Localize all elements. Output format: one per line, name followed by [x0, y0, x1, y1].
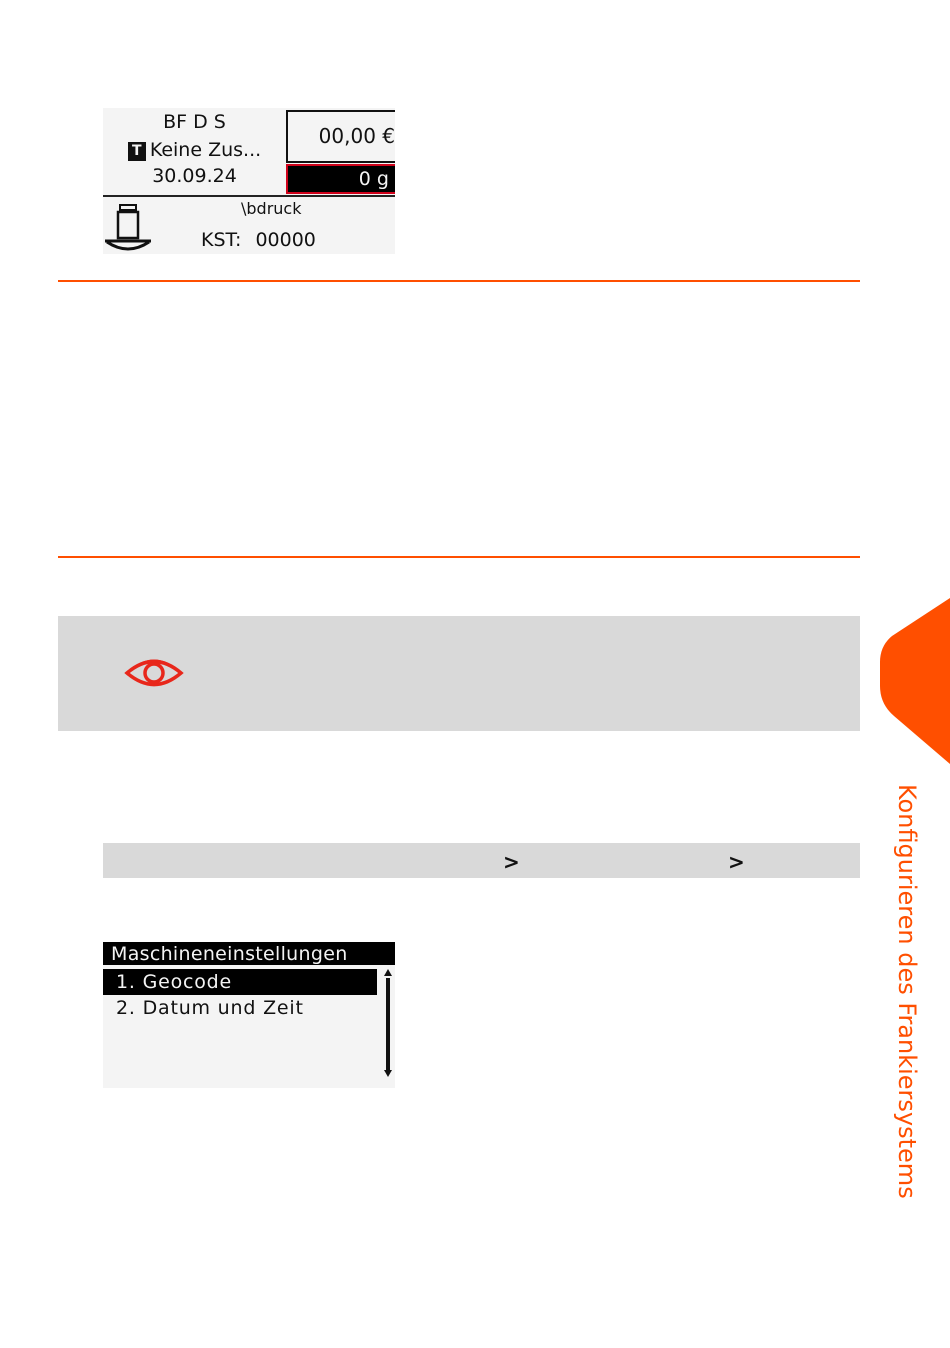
- chapter-title: Konfigurieren des Frankiersystems: [893, 784, 921, 1199]
- section-divider: [58, 556, 860, 558]
- postage-amount: 00,00 €: [286, 110, 395, 163]
- note-box: [58, 616, 860, 731]
- scrollbar[interactable]: [381, 968, 395, 1078]
- kst-value: 00000: [255, 229, 316, 251]
- imprint-label: \bdruck: [241, 199, 302, 218]
- weight-value: 0 g: [286, 164, 395, 194]
- menu-path-bar: [103, 843, 860, 878]
- menu-item-date-time[interactable]: 2. Datum und Zeit: [116, 997, 304, 1019]
- kst-label: KST:: [201, 229, 242, 251]
- date-label: 30.09.24: [152, 165, 237, 187]
- scroll-up-arrow-icon[interactable]: [384, 969, 392, 976]
- chapter-tab: [880, 598, 950, 764]
- scroll-thumb[interactable]: [386, 978, 390, 1070]
- service-label: BF D S: [163, 111, 226, 133]
- scroll-down-arrow-icon[interactable]: [384, 1070, 392, 1077]
- home-info-panel: [103, 108, 286, 194]
- scale-weight-icon: [103, 202, 159, 252]
- path-separator: >: [503, 850, 520, 874]
- eye-icon: [124, 656, 184, 690]
- option-label: Keine Zus...: [149, 139, 262, 161]
- section-divider: [58, 280, 860, 282]
- menu-item-geocode[interactable]: 1. Geocode: [103, 969, 377, 995]
- machine-settings-display: [103, 942, 395, 1088]
- divider: [103, 195, 395, 197]
- cost-center-line: [201, 228, 316, 252]
- t-badge-icon: T: [128, 142, 146, 161]
- menu-title: Maschineneinstellungen: [103, 942, 395, 965]
- path-separator: >: [728, 850, 745, 874]
- option-line: [103, 139, 286, 161]
- home-screen-display: [103, 108, 395, 254]
